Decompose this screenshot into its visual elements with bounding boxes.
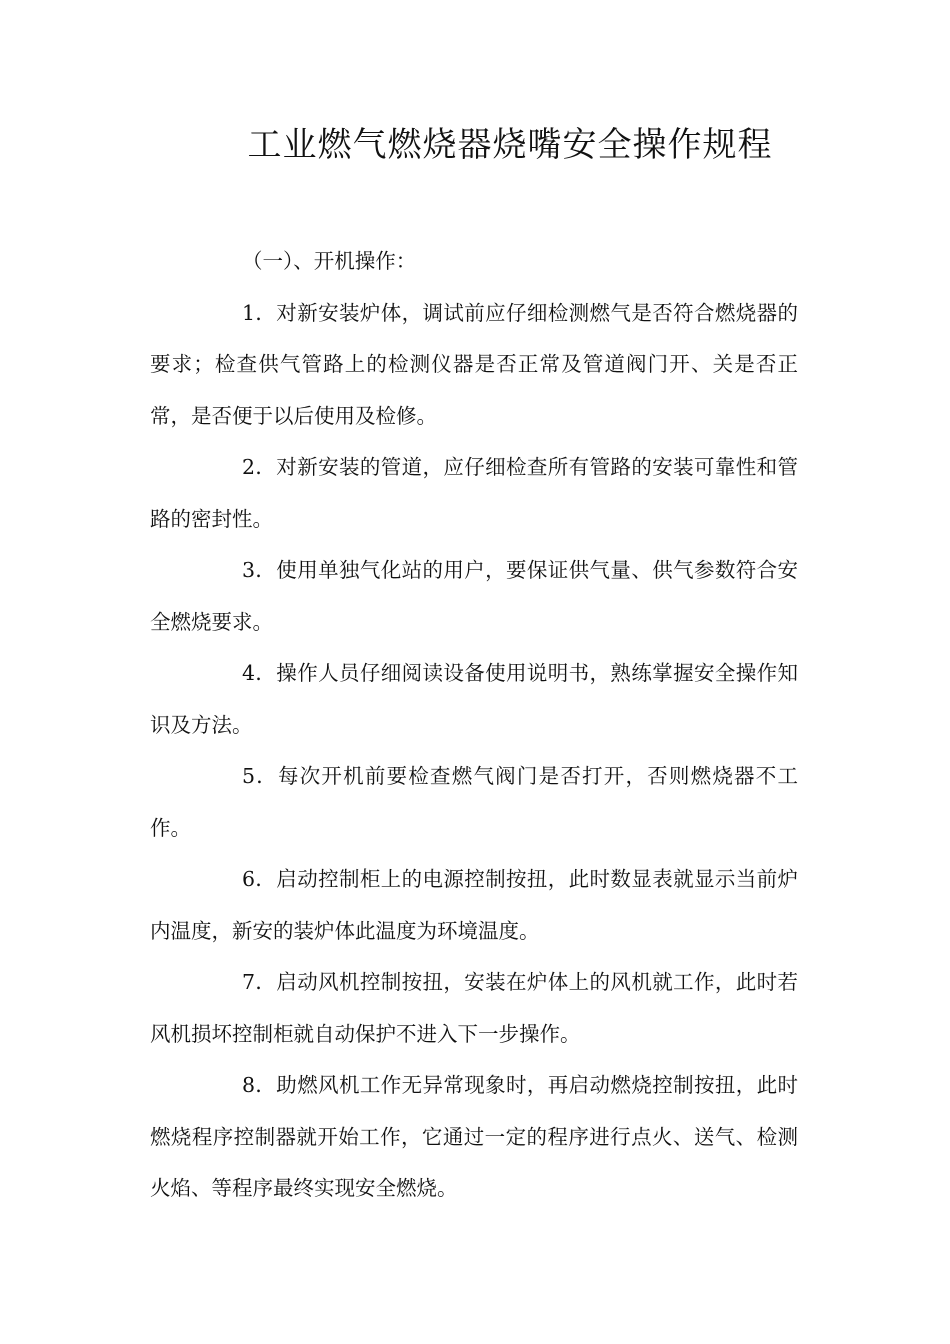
paragraph-6: 6．启动控制柜上的电源控制按扭，此时数显表就显示当前炉内温度，新安的装炉体此温度为环境温度。 [150, 867, 798, 943]
document-title: 工业燃气燃烧器烧嘴安全操作规程 [247, 125, 773, 165]
paragraph-1: 1．对新安装炉体，调试前应仔细检测燃气是否符合燃烧器的要求；检查供气管路上的检测仪器是否正常及管道阀门开、关是否正常，是否便于以后使用及检修。 [150, 300, 798, 428]
paragraph-3: 3．使用单独气化站的用户，要保证供气量、供气参数符合安全燃烧要求。 [150, 558, 798, 634]
paragraph-5: 5．每次开机前要检查燃气阀门是否打开，否则燃烧器不工作。 [150, 764, 798, 840]
paragraph-8: 8．助燃风机工作无异常现象时，再启动燃烧控制按扭，此时燃烧程序控制器就开始工作，它通过一定的程序进行点火、送气、检测火焰、等程序最终实现安全燃烧。 [150, 1073, 798, 1200]
paragraph-2: 2．对新安装的管道，应仔细检查所有管路的安装可靠性和管路的密封性。 [150, 455, 798, 531]
paragraph-7: 7．启动风机控制按扭，安装在炉体上的风机就工作，此时若风机损坏控制柜就自动保护不进入下一步操作。 [150, 970, 798, 1046]
section-heading: （一）、开机操作： [242, 249, 417, 273]
paragraph-4: 4．操作人员仔细阅读设备使用说明书，熟练掌握安全操作知识及方法。 [150, 661, 798, 737]
document-body [150, 236, 798, 1215]
